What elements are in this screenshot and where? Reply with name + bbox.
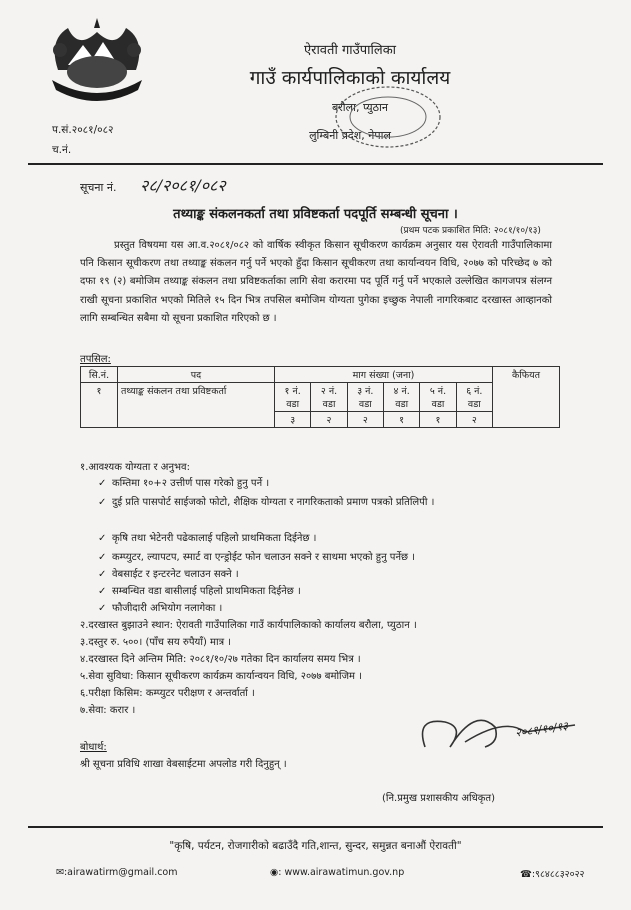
header-remarks: कैफियत: [493, 367, 560, 428]
notice-title: तथ्याङ्क संकलनकर्ता तथा प्रविष्टकर्ता पदपूर्ति सम्बन्धी सूचना ।: [173, 207, 458, 222]
details-label: तपसिल:: [80, 354, 111, 365]
office-address: बरौला, प्युठान: [332, 101, 388, 114]
header-divider: [28, 163, 603, 165]
check-icon: ✓: [98, 478, 107, 489]
count-ward-2: २: [311, 412, 347, 428]
signatory-title: (नि.प्रमुख प्रशासकीय अधिकृत): [382, 793, 495, 804]
count-ward-4: १: [383, 412, 419, 428]
ward-6: ६ नं. वडा: [456, 383, 492, 412]
cc-text: श्री सूचना प्रविधि शाखा वेबसाईटमा अपलोड गरी दिनुहुन् ।: [80, 759, 287, 770]
org-name: ऐरावती गाउँपालिका: [303, 43, 397, 58]
footer-slogan: "कृषि, पर्यटन, रोजगारीको बढाउँदै गति,शान्त, सुन्दर, समुन्नत बनाऔं ऐरावती": [169, 840, 462, 852]
dispatch-number: च.नं.: [52, 144, 72, 156]
notice-number-value: २८/२०८१/०८२: [140, 176, 226, 195]
header-demand: माग संख्या (जना): [275, 367, 493, 383]
footer-phone: ☎:९८४८८३२०२२: [520, 869, 585, 880]
count-ward-5: १: [420, 412, 456, 428]
row-sn: १: [81, 383, 118, 428]
count-ward-1: ३: [275, 412, 311, 428]
published-date: (प्रथम पटक प्रकाशित मिति: २०८१/१०/१३): [400, 226, 541, 236]
check-icon: ✓: [98, 552, 107, 563]
vacancy-table: [80, 366, 560, 428]
check-icon: ✓: [98, 586, 107, 597]
section-4: ४.दरखास्त दिने अन्तिम मिति: २०८१/१०/२७ गतेका दिन कार्यालय समय भित्र ।: [80, 654, 361, 665]
government-emblem-icon: [38, 10, 156, 108]
phone-icon: ☎: [520, 869, 532, 880]
globe-icon: ◉: [270, 867, 279, 878]
list-item: ✓ कृषि तथा भेटेनरी पढेकालाई पहिलो प्राथमिकता दिईनेछ ।: [98, 533, 317, 544]
list-item: ✓ वेबसाईट र इन्टरनेट चलाउन सक्ने ।: [98, 569, 239, 580]
qualifications-heading: १.आवश्यक योग्यता र अनुभव:: [80, 462, 190, 473]
ward-5: ५ नं. वडा: [420, 383, 456, 412]
section-3: ३.दस्तुर रु. ५००। (पाँच सय रुपैयाँ) मात्र ।: [80, 637, 232, 648]
check-icon: ✓: [98, 569, 107, 580]
section-7: ७.सेवा: करार ।: [80, 705, 136, 716]
section-5: ५.सेवा सुविधा: किसान सूचीकरण कार्यक्रम कार्यान्वयन विधि, २०७७ बमोजिम ।: [80, 671, 363, 682]
ward-3: ३ नं. वडा: [347, 383, 383, 412]
reference-number: प.सं.२०८१/०८२: [52, 124, 114, 136]
list-item: ✓ कम्तिमा १०+२ उत्तीर्ण पास गरेको हुनु पर्ने ।: [98, 478, 270, 489]
check-icon: ✓: [98, 497, 107, 508]
count-ward-3: २: [347, 412, 383, 428]
header-post: पद: [118, 367, 275, 383]
count-ward-6: २: [456, 412, 492, 428]
notice-paragraph: प्रस्तुत विषयमा यस आ.व.२०८१/०८२ को वार्षिक स्वीकृत किसान सूचीकरण कार्यक्रम अनुसार यस ऐरावती गाउँपालिकामा पनि किसान सूचीकरण तथा तथ्याङ्क संकलन गर्नु पर्ने भएको हुँदा किसान सूचीकरण तथा कार्यान्वयन विधि, २०७७ को परिच्छेद ७ को दफा १९ (२) बमोजिम तथ्याङ्क संकलन तथा प्रविष्टकर्ताका लागि सेवा करारमा पद पूर्ति गर्नु पर्ने भएकाले उल्लेखित कागजपत्र संलग्न राखी सूचना प्रकाशित भएको मितिले १५ दिन भित्र तपसिल बमोजिम योग्यता पुगेका इच्छुक नेपाली नागरिकबाट दरखास्त आव्हानको लागि सम्बन्धित सबैमा यो सूचना प्रकाशित गरिएको छ ।: [80, 240, 552, 324]
footer-email: ✉:airawatirm@gmail.com: [56, 867, 178, 878]
ward-1: १ नं. वडा: [275, 383, 311, 412]
cc-label: बोधार्थ:: [80, 742, 107, 753]
footer-website: ◉: www.airawatimun.gov.np: [270, 867, 405, 878]
office-name: गाउँ कार्यपालिकाको कार्यालय: [249, 67, 451, 89]
ward-4: ४ नं. वडा: [383, 383, 419, 412]
list-item: ✓ कम्प्युटर, ल्यापटप, स्मार्ट वा एन्ड्रोईट फोन चलाउन सक्ने र साथमा भएको हुनु पर्नेछ ।: [98, 552, 416, 563]
section-6: ६.परीक्षा किसिम: कम्प्युटर परीक्षण र अन्तर्वार्ता ।: [80, 688, 255, 699]
footer-divider: [28, 826, 603, 828]
list-item: ✓ दुई प्रति पासपोर्ट साईजको फोटो, शैक्षिक योग्यता र नागरिकताको प्रमाण पत्रको प्रतिलिपी ।: [98, 495, 558, 511]
office-province: लुम्बिनी प्रदेश, नेपाल: [309, 129, 391, 142]
signature-date: २०८१/१०/१३: [514, 719, 569, 740]
header-sn: सि.नं.: [81, 367, 118, 383]
list-item: ✓ फौजीदारी अभियोग नलागेका ।: [98, 603, 223, 614]
row-post: तथ्याङ्क संकलन तथा प्रविष्टकर्ता: [118, 383, 275, 428]
email-icon: ✉: [56, 867, 64, 878]
office-stamp-icon: [318, 82, 448, 152]
ward-2: २ नं. वडा: [311, 383, 347, 412]
check-icon: ✓: [98, 533, 107, 544]
notice-number-label: सूचना नं.: [80, 181, 117, 194]
section-2: २.दरखास्त बुझाउने स्थान: ऐरावती गाउँपालिका गाउँ कार्यपालिकाको कार्यालय बरौला, प्युठान ।: [80, 620, 417, 631]
check-icon: ✓: [98, 603, 107, 614]
list-item: ✓ सम्बन्धित वडा बासीलाई पहिलो प्राथमिकता दिईनेछ ।: [98, 586, 301, 597]
